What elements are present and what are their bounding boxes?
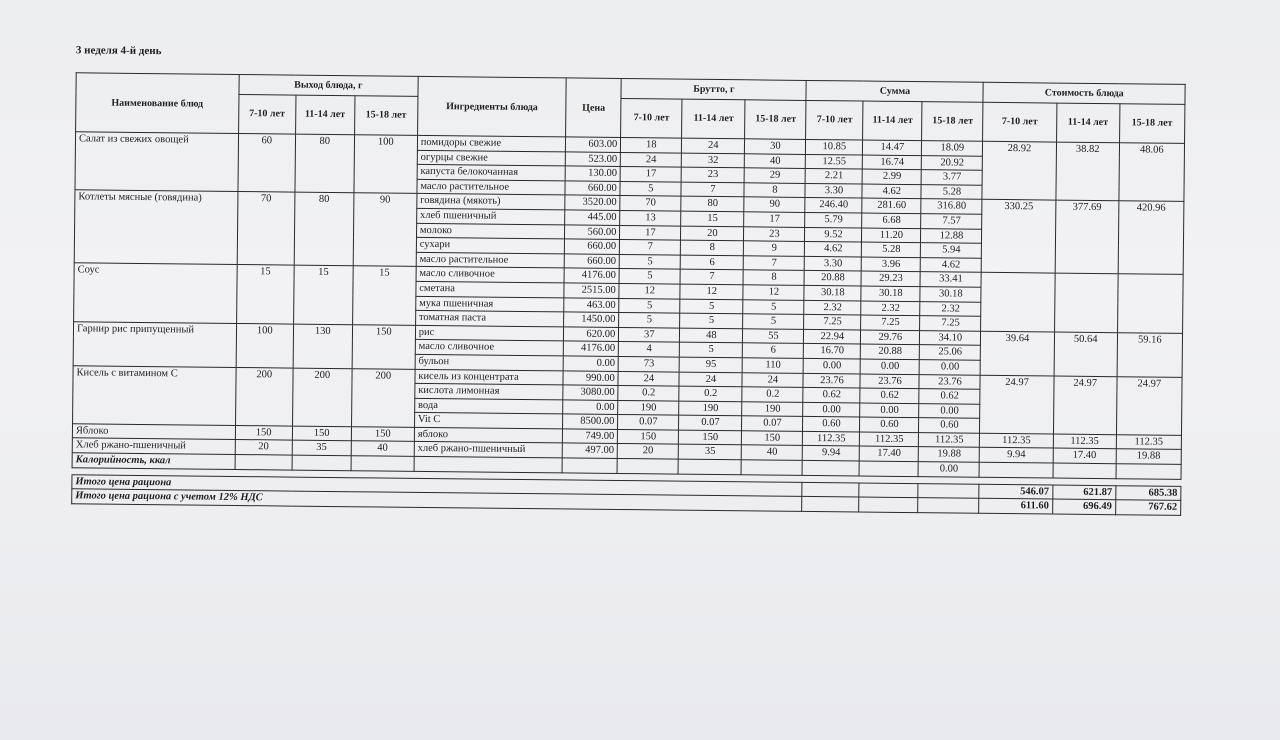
ingredient-brutto: 95 [679, 357, 742, 372]
ingredient-price: 523.00 [566, 152, 621, 167]
ingredient-name: сухари [416, 238, 565, 254]
ingredient-brutto: 5 [680, 313, 743, 328]
menu-cost-table [71, 72, 1185, 515]
ingredient-name: говядина (мякоть) [417, 194, 566, 210]
ingredient-sum: 25.06 [920, 345, 981, 360]
ingredient-name: вода [414, 398, 563, 414]
dish-cost-value: 9.94 [980, 448, 1053, 463]
ingredient-brutto: 0.2 [618, 386, 679, 401]
ingredient-brutto: 5 [743, 299, 804, 314]
ingredient-price: 660.00 [565, 239, 620, 254]
ingredient-sum: 7.25 [804, 315, 861, 330]
header-sum-age2: 11-14 лет [863, 101, 922, 141]
ingredient-brutto: 40 [745, 153, 806, 168]
dish-cost-value: 420.96 [1118, 201, 1184, 275]
ingredient-price: 3520.00 [565, 195, 620, 210]
ingredient-brutto: 24 [621, 152, 682, 167]
ingredient-sum: 6.68 [862, 213, 921, 228]
ingredient-sum: 20.88 [804, 271, 861, 286]
ingredient-sum: 2.32 [861, 301, 920, 316]
ingredient-brutto: 23 [744, 226, 805, 241]
calorie-value: 0.00 [918, 462, 979, 477]
dish-name: Кисель с витамином С [73, 365, 236, 425]
ingredient-name: масло растительное [416, 252, 565, 268]
dish-output-value: 80 [294, 192, 354, 266]
calorie-label: Калорийность, ккал [72, 453, 235, 469]
ingredient-brutto: 15 [681, 211, 744, 226]
header-brutto-age1: 7-10 лет [621, 98, 682, 138]
ingredient-sum: 5.28 [921, 184, 982, 199]
ingredient-name: яблоко [414, 427, 563, 443]
ingredient-sum: 2.99 [862, 169, 921, 184]
total-vat-age1: 611.60 [979, 499, 1052, 514]
ingredient-name: капуста белокочанная [417, 165, 566, 181]
ingredient-sum: 14.47 [863, 140, 922, 155]
header-sum: Сумма [806, 80, 983, 102]
dish-output-value: 150 [351, 427, 414, 442]
ingredient-price: 2515.00 [564, 283, 619, 298]
ingredient-sum: 7.25 [861, 315, 920, 330]
ingredient-sum: 112.35 [860, 432, 919, 447]
ingredient-sum: 2.32 [920, 301, 981, 316]
ingredient-name: кисель из концентрата [415, 369, 564, 385]
dish-cost-value: 17.40 [1053, 449, 1116, 464]
dish-cost-value: 330.25 [982, 200, 1056, 274]
ingredient-brutto: 0.07 [742, 416, 803, 431]
dish-output-value: 150 [235, 425, 292, 440]
header-cost-age3: 15-18 лет [1119, 103, 1185, 143]
dish-cost-value: 24.97 [1116, 376, 1182, 435]
dish-output-value: 70 [237, 192, 295, 266]
ingredient-brutto: 70 [620, 196, 681, 211]
ingredient-name: масло сливочное [415, 340, 564, 356]
ingredient-brutto: 55 [743, 329, 804, 344]
header-cost: Стоимость блюда [983, 82, 1185, 104]
dish-output-value: 200 [351, 368, 415, 427]
header-ingredients: Ингредиенты блюда [417, 76, 566, 137]
header-output-age1: 7-10 лет [238, 94, 295, 134]
ingredient-sum: 18.09 [922, 141, 983, 156]
ingredient-sum: 0.00 [860, 403, 919, 418]
ingredient-sum: 4.62 [805, 242, 862, 257]
ingredient-brutto: 8 [681, 240, 744, 255]
ingredient-brutto: 190 [679, 401, 742, 416]
summary-rows [72, 453, 1181, 515]
ingredient-sum: 29.76 [861, 330, 920, 345]
ingredient-brutto: 7 [620, 240, 681, 255]
ingredient-price: 4176.00 [564, 341, 619, 356]
header-dish-name: Наименование блюд [76, 73, 239, 134]
ingredient-sum: 316.80 [921, 199, 982, 214]
ingredient-brutto: 150 [618, 429, 679, 444]
ingredient-sum: 2.32 [804, 300, 861, 315]
ingredient-brutto: 0.07 [618, 415, 679, 430]
dish-cost-value: 19.88 [1116, 449, 1181, 464]
dish-cost-value: 48.06 [1119, 143, 1185, 202]
dish-cost-value: 24.97 [1053, 376, 1117, 435]
ingredient-sum: 0.60 [803, 417, 860, 432]
ingredient-name: Vit C [414, 413, 563, 429]
ingredient-price: 603.00 [566, 137, 621, 152]
dish-cost-value: 50.64 [1054, 332, 1118, 376]
ingredient-sum: 5.28 [862, 242, 921, 257]
ingredient-name: томатная паста [415, 310, 564, 326]
dish-name: Котлеты мясные (говядина) [74, 190, 238, 265]
ingredient-brutto: 17 [620, 225, 681, 240]
dish-output-value: 15 [293, 265, 353, 324]
ingredient-brutto: 150 [679, 430, 742, 445]
ingredient-sum: 23.76 [803, 373, 860, 388]
ingredient-name: масло растительное [417, 179, 566, 195]
ingredient-sum: 281.60 [862, 198, 921, 213]
header-brutto-age2: 11-14 лет [682, 99, 745, 139]
ingredient-name: мука пшеничная [416, 296, 565, 312]
ingredient-brutto: 7 [681, 182, 744, 197]
total-vat-label: Итого цена рациона с учетом 12% НДС [72, 489, 803, 511]
ingredient-name: помидоры свежие [417, 135, 566, 151]
ingredient-sum: 3.96 [862, 257, 921, 272]
dish-output-value: 200 [235, 367, 293, 426]
ingredient-sum: 0.60 [919, 418, 980, 433]
ingredient-sum: 16.70 [804, 344, 861, 359]
ingredient-sum: 5.79 [805, 212, 862, 227]
ingredient-sum: 112.35 [803, 431, 860, 446]
ingredient-brutto: 6 [743, 343, 804, 358]
ingredient-sum: 12.55 [806, 154, 863, 169]
dish-name: Салат из свежих овощей [75, 132, 238, 192]
header-cost-age1: 7-10 лет [983, 102, 1057, 142]
ingredient-name: молоко [416, 223, 565, 239]
dish-cost-value: 24.97 [980, 375, 1054, 434]
dish-cost-value [1054, 273, 1118, 332]
ingredient-brutto: 5 [619, 313, 680, 328]
ingredient-name: хлеб пшеничный [416, 208, 565, 224]
ingredient-sum: 3.77 [921, 170, 982, 185]
ingredient-sum: 30.18 [804, 285, 861, 300]
ingredient-brutto: 6 [681, 255, 744, 270]
header-brutto-age3: 15-18 лет [745, 100, 806, 140]
ingredient-brutto: 73 [618, 356, 679, 371]
ingredient-brutto: 17 [620, 167, 681, 182]
ingredient-sum: 29.23 [861, 271, 920, 286]
ingredient-brutto: 5 [680, 342, 743, 357]
ingredient-price: 660.00 [565, 254, 620, 269]
ingredient-name: кислота лимонная [415, 383, 564, 399]
dish-cost-value [981, 273, 1055, 332]
header-output-age2: 11-14 лет [295, 95, 354, 135]
dish-cost-value: 112.35 [1053, 434, 1116, 449]
dish-output-value: 150 [292, 426, 351, 441]
ingredient-brutto: 32 [682, 153, 745, 168]
ingredient-brutto: 37 [619, 327, 680, 342]
ingredient-brutto: 40 [742, 445, 803, 460]
ingredient-price: 660.00 [565, 181, 620, 196]
dish-cost-value: 377.69 [1055, 200, 1119, 274]
ingredient-brutto: 0.2 [742, 387, 803, 402]
ingredient-sum: 0.00 [919, 360, 980, 375]
total-age2: 621.87 [1052, 485, 1115, 500]
dish-cost-value: 38.82 [1056, 142, 1120, 201]
ingredient-brutto: 8 [744, 183, 805, 198]
ingredient-brutto: 18 [621, 138, 682, 153]
ingredient-brutto: 4 [619, 342, 680, 357]
ingredient-name: бульон [415, 354, 564, 370]
menu-table-body [72, 132, 1184, 465]
dish-output-value: 40 [351, 441, 414, 456]
ingredient-sum: 0.00 [803, 402, 860, 417]
header-brutto: Брутто, г [621, 79, 806, 101]
ingredient-sum: 19.88 [919, 447, 980, 462]
dish-output-value: 200 [292, 368, 352, 427]
ingredient-sum: 9.94 [803, 446, 860, 461]
ingredient-price: 560.00 [565, 224, 620, 239]
ingredient-sum: 12.88 [921, 228, 982, 243]
ingredient-sum: 112.35 [919, 433, 980, 448]
ingredient-brutto: 5 [619, 298, 680, 313]
ingredient-sum: 17.40 [860, 446, 919, 461]
ingredient-name: рис [415, 325, 564, 341]
header-output-age3: 15-18 лет [354, 95, 418, 135]
ingredient-price: 4176.00 [564, 268, 619, 283]
ingredient-sum: 30.18 [861, 286, 920, 301]
ingredient-brutto: 24 [742, 372, 803, 387]
ingredient-sum: 20.92 [922, 155, 983, 170]
ingredient-price: 463.00 [564, 297, 619, 312]
ingredient-brutto: 12 [680, 284, 743, 299]
header-output: Выход блюда, г [239, 75, 418, 97]
dish-output-value: 90 [353, 193, 417, 267]
ingredient-sum: 5.94 [921, 243, 982, 258]
ingredient-name: хлеб ржано-пшеничный [414, 442, 563, 458]
dish-cost-value: 28.92 [982, 141, 1056, 200]
ingredient-brutto: 110 [742, 358, 803, 373]
header-sum-age3: 15-18 лет [922, 101, 983, 141]
ingredient-brutto: 7 [680, 269, 743, 284]
ingredient-price: 620.00 [564, 327, 619, 342]
ingredient-sum: 0.60 [860, 417, 919, 432]
ingredient-sum: 23.76 [860, 374, 919, 389]
ingredient-price: 445.00 [565, 210, 620, 225]
ingredient-sum: 10.85 [806, 139, 863, 154]
document-title: 3 неделя 4-й день [75, 44, 162, 58]
total-vat-age3: 767.62 [1115, 500, 1180, 515]
ingredient-brutto: 24 [682, 138, 745, 153]
ingredient-sum: 30.18 [920, 287, 981, 302]
dish-name: Гарнир рис припущенный [73, 322, 236, 367]
ingredient-brutto: 5 [619, 254, 680, 269]
ingredient-brutto: 48 [680, 328, 743, 343]
ingredient-sum: 246.40 [805, 198, 862, 213]
dish-cost-value: 112.35 [1116, 435, 1181, 450]
ingredient-sum: 3.30 [805, 183, 862, 198]
header-price: Цена [566, 78, 622, 138]
ingredient-sum: 9.52 [805, 227, 862, 242]
ingredient-brutto: 190 [618, 400, 679, 415]
ingredient-brutto: 13 [620, 210, 681, 225]
ingredient-brutto: 20 [681, 226, 744, 241]
total-vat-age2: 696.49 [1052, 499, 1115, 514]
ingredient-price: 3080.00 [563, 385, 618, 400]
ingredient-sum: 3.30 [805, 256, 862, 271]
total-age1: 546.07 [979, 484, 1052, 499]
dish-cost-value [1117, 274, 1183, 333]
ingredient-brutto: 23 [681, 167, 744, 182]
dish-name: Соус [74, 263, 237, 323]
ingredient-sum: 0.00 [919, 403, 980, 418]
dish-output-value: 60 [238, 133, 296, 192]
ingredient-brutto: 5 [680, 299, 743, 314]
ingredient-brutto: 30 [745, 139, 806, 154]
ingredient-brutto: 90 [744, 197, 805, 212]
ingredient-brutto: 12 [619, 283, 680, 298]
dish-output-value: 100 [354, 135, 418, 194]
ingredient-brutto: 5 [743, 314, 804, 329]
ingredient-price: 0.00 [563, 400, 618, 415]
ingredient-sum: 7.57 [921, 214, 982, 229]
ingredient-name: сметана [416, 281, 565, 297]
ingredient-brutto: 29 [744, 168, 805, 183]
ingredient-sum: 16.74 [863, 155, 922, 170]
ingredient-price: 0.00 [563, 356, 618, 371]
dish-output-value: 130 [293, 324, 352, 368]
ingredient-name: огурцы свежие [417, 150, 566, 166]
ingredient-sum: 0.00 [860, 359, 919, 374]
document-page [43, 44, 1188, 516]
ingredient-sum: 0.62 [803, 388, 860, 403]
ingredient-brutto: 12 [743, 285, 804, 300]
ingredient-sum: 34.10 [920, 330, 981, 345]
dish-output-value: 15 [352, 266, 416, 325]
ingredient-sum: 0.62 [860, 388, 919, 403]
dish-output-value: 35 [292, 441, 351, 456]
ingredient-brutto: 7 [744, 256, 805, 271]
ingredient-sum: 0.00 [804, 358, 861, 373]
header-cost-age2: 11-14 лет [1056, 103, 1119, 143]
ingredient-price: 749.00 [563, 429, 618, 444]
ingredient-brutto: 150 [742, 431, 803, 446]
dish-name: Хлеб ржано-пшеничный [72, 438, 235, 454]
ingredient-brutto: 5 [619, 269, 680, 284]
ingredient-sum: 4.62 [921, 257, 982, 272]
ingredient-brutto: 20 [617, 444, 678, 459]
dish-output-value: 150 [352, 324, 416, 368]
ingredient-brutto: 35 [679, 445, 742, 460]
ingredient-price: 990.00 [563, 370, 618, 385]
ingredient-name: масло сливочное [416, 267, 565, 283]
dish-output-value: 15 [236, 265, 294, 324]
ingredient-brutto: 8 [743, 270, 804, 285]
ingredient-brutto: 17 [744, 212, 805, 227]
ingredient-price: 8500.00 [563, 414, 618, 429]
ingredient-brutto: 0.07 [679, 415, 742, 430]
dish-cost-value: 112.35 [980, 433, 1053, 448]
ingredient-brutto: 80 [681, 197, 744, 212]
ingredient-sum: 20.88 [861, 344, 920, 359]
ingredient-brutto: 5 [620, 181, 681, 196]
dish-cost-value: 39.64 [981, 331, 1055, 376]
ingredient-sum: 23.76 [919, 374, 980, 389]
ingredient-sum: 2.21 [806, 169, 863, 184]
ingredient-sum: 11.20 [862, 228, 921, 243]
ingredient-sum: 0.62 [919, 389, 980, 404]
total-label: Итого цена рациона [72, 474, 803, 496]
ingredient-sum: 33.41 [920, 272, 981, 287]
dish-cost-value: 59.16 [1117, 332, 1183, 376]
ingredient-price: 497.00 [563, 443, 618, 458]
ingredient-brutto: 24 [618, 371, 679, 386]
ingredient-sum: 4.62 [862, 184, 921, 199]
dish-name: Яблоко [72, 424, 235, 440]
ingredient-brutto: 24 [679, 372, 742, 387]
dish-output-value: 20 [235, 440, 292, 455]
ingredient-price: 130.00 [565, 166, 620, 181]
ingredient-price: 1450.00 [564, 312, 619, 327]
header-sum-age1: 7-10 лет [806, 100, 863, 140]
dish-output-value: 100 [236, 323, 293, 367]
ingredient-sum: 22.94 [804, 329, 861, 344]
ingredient-sum: 7.25 [920, 316, 981, 331]
dish-output-value: 80 [295, 134, 355, 193]
ingredient-brutto: 9 [744, 241, 805, 256]
ingredient-brutto: 190 [742, 401, 803, 416]
total-age3: 685.38 [1116, 485, 1181, 500]
ingredient-brutto: 0.2 [679, 386, 742, 401]
